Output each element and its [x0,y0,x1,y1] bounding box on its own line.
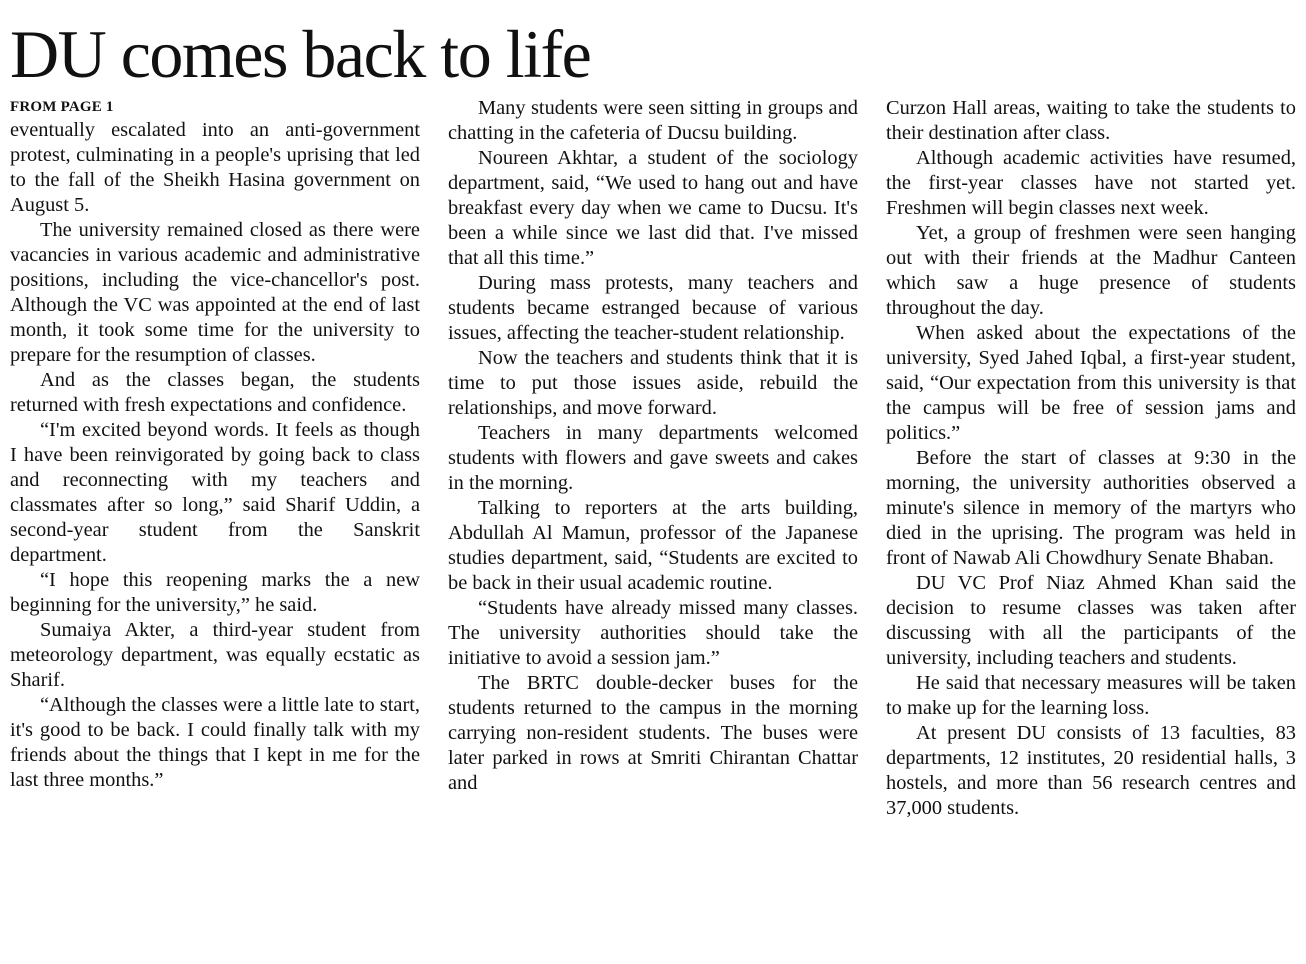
paragraph: Many students were seen sitting in groups and chatting in the cafeteria of Ducsu building. [448,97,858,144]
paragraph: DU VC Prof Niaz Ahmed Khan said the decision to resume classes was taken after discussing with all the participants of the university, including teachers and students. [886,572,1296,669]
continuation-kicker: FROM PAGE 1 [10,99,114,115]
paragraph: “I'm excited beyond words. It feels as though I have been reinvigorated by going back to class and reconnecting with my teachers and classmates after so long,” said Sharif Uddin, a second-year student from the Sanskrit department. [10,419,420,566]
paragraph: During mass protests, many teachers and students became estranged because of various issues, affecting the teacher-student relationship. [448,272,858,344]
paragraph: Although academic activities have resumed, the first-year classes have not started yet. Freshmen will begin classes next week. [886,147,1296,219]
paragraph: The BRTC double-decker buses for the students returned to the campus in the morning carrying non-resident students. The buses were later parked in rows at Smriti Chirantan Chattar and [448,672,858,794]
paragraph: At present DU consists of 13 faculties, 83 departments, 12 institutes, 20 residential halls, 3 hostels, and more than 56 research centres and 37,000 students. [886,722,1296,819]
paragraph: He said that necessary measures will be taken to make up for the learning loss. [886,672,1296,719]
headline: DU comes back to life [10,16,591,92]
paragraph: And as the classes began, the students returned with fresh expectations and confidence. [10,369,420,416]
paragraph: Talking to reporters at the arts building, Abdullah Al Mamun, professor of the Japanese studies department, said, “Students are excited to be back in their usual academic routine. [448,497,858,594]
paragraph: eventually escalated into an anti-government protest, culminating in a people's uprising that led to the fall of the Sheikh Hasina government on August 5. [10,119,420,216]
column-1 [10,96,420,956]
paragraph: Now the teachers and students think that it is time to put those issues aside, rebuild the relationships, and move forward. [448,347,858,419]
paragraph: Sumaiya Akter, a third-year student from meteorology department, was equally ecstatic as Sharif. [10,619,420,691]
column-3 [886,96,1296,956]
paragraph: Curzon Hall areas, waiting to take the students to their destination after class. [886,97,1296,144]
paragraph: Yet, a group of freshmen were seen hanging out with their friends at the Madhur Canteen which saw a huge presence of students throughout the day. [886,222,1296,319]
paragraph: Noureen Akhtar, a student of the sociology department, said, “We used to hang out and have breakfast every day when we came to Ducsu. It's been a while since we last did that. I've missed that all this time.” [448,147,858,269]
paragraph: “I hope this reopening marks the a new beginning for the university,” he said. [10,569,420,616]
paragraph: “Although the classes were a little late to start, it's good to be back. I could finally talk with my friends about the things that I kept in me for the last three months.” [10,694,420,791]
column-2 [448,96,858,956]
paragraph: The university remained closed as there were vacancies in various academic and administrative positions, including the vice-chancellor's post. Although the VC was appointed at the end of last month, it took some time for the university to prepare for the resumption of classes. [10,219,420,366]
article-body [10,96,1296,956]
paragraph: When asked about the expectations of the university, Syed Jahed Iqbal, a first-year student, said, “Our expectation from this university is that the campus will be free of session jams and politics.” [886,322,1296,444]
paragraph: Before the start of classes at 9:30 in the morning, the university authorities observed a minute's silence in memory of the martyrs who died in the uprising. The program was held in front of Nawab Ali Chowdhury Senate Bhaban. [886,447,1296,569]
paragraph: “Students have already missed many classes. The university authorities should take the initiative to avoid a session jam.” [448,597,858,669]
paragraph: Teachers in many departments welcomed students with flowers and gave sweets and cakes in the morning. [448,422,858,494]
